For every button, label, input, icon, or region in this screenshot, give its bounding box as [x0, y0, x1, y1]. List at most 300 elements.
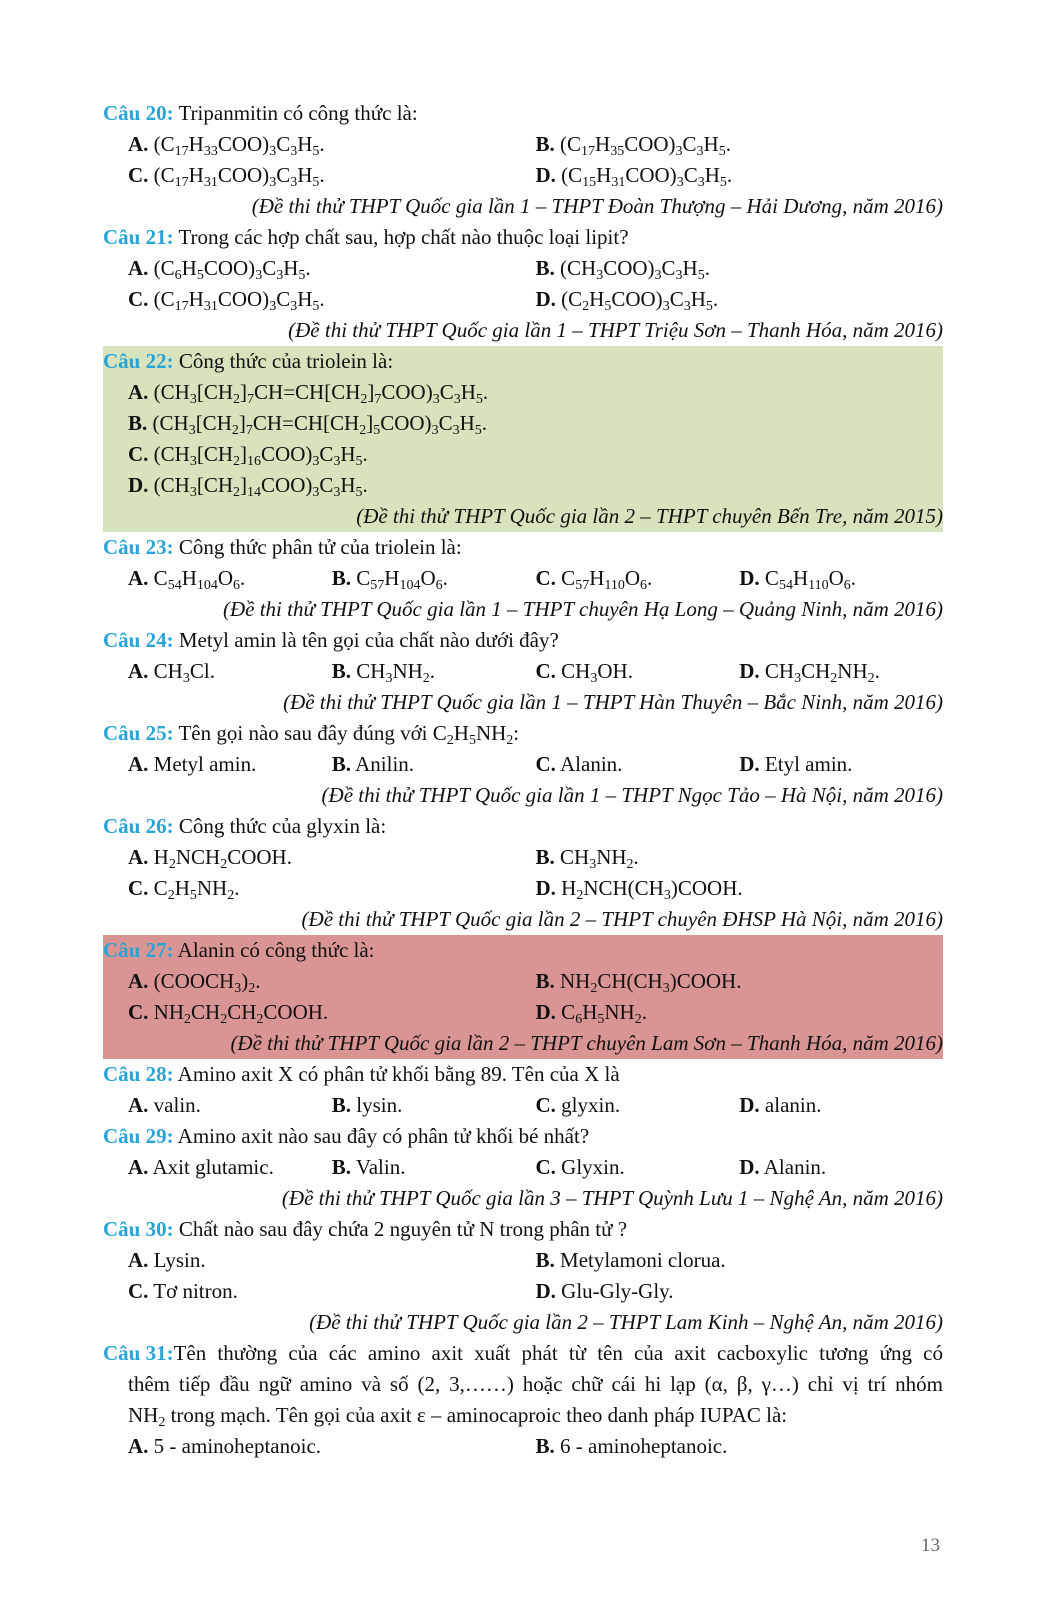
question-source: (Đề thi thử THPT Quốc gia lần 2 – THPT chuyên Bến Tre, năm 2015)	[356, 504, 943, 528]
formula-text: (CH	[148, 442, 190, 466]
option-letter: D.	[128, 473, 149, 497]
option-a	[128, 1090, 332, 1121]
option-letter: D.	[739, 1155, 760, 1179]
formula-text: H	[297, 163, 313, 187]
option-letter: A.	[128, 1248, 149, 1272]
formula-subscript: 5	[312, 175, 320, 190]
question-label: Câu 29:	[103, 1124, 174, 1148]
option-letter: C.	[128, 1279, 149, 1303]
formula-text: (C	[148, 163, 175, 187]
option-letter: D.	[535, 1000, 556, 1024]
formula-subscript: 57	[575, 578, 590, 593]
option-a	[128, 656, 332, 687]
formula-text: Axit glutamic.	[148, 1155, 274, 1179]
question-source: (Đề thi thử THPT Quốc gia lần 1 – THPT Đoàn Thượng – Hải Dương, năm 2016)	[251, 194, 943, 218]
question-text: Amino axit X có phân tử khối bằng 89. Tên của X là	[173, 1062, 620, 1086]
formula-text: Etyl amin.	[759, 752, 853, 776]
option-letter: A.	[128, 845, 149, 869]
formula-text: CH	[191, 1000, 221, 1024]
formula-subscript: 5	[597, 1012, 605, 1027]
option-c	[128, 873, 536, 904]
question-source: (Đề thi thử THPT Quốc gia lần 3 – THPT Quỳnh Lưu 1 – Nghệ An, năm 2016)	[281, 1186, 943, 1210]
formula-subscript: 2	[220, 857, 228, 872]
formula-text: :	[513, 721, 520, 745]
question-text: Metyl amin là tên gọi của chất nào dưới đây?	[173, 628, 559, 652]
option-c	[128, 1276, 536, 1307]
option-b	[128, 408, 487, 439]
formula-subscript: 2	[256, 1012, 264, 1027]
formula-text: OH.	[597, 659, 633, 683]
formula-subscript: 3	[188, 423, 196, 438]
formula-text: valin.	[148, 1093, 201, 1117]
formula-text: [CH	[195, 411, 232, 435]
formula-subscript: 3	[432, 392, 440, 407]
question-text: Trong các hợp chất sau, hợp chất nào thuộc loại lipit?	[173, 225, 629, 249]
formula-subscript: 2	[227, 888, 235, 903]
formula-text: .	[319, 163, 325, 187]
formula-subscript: 2	[168, 857, 176, 872]
formula-subscript: 3	[276, 268, 284, 283]
formula-subscript: 2	[506, 733, 514, 748]
question-text	[173, 721, 520, 748]
formula-text: .	[319, 287, 325, 311]
option-a	[128, 1152, 332, 1183]
formula-subscript: 2	[248, 981, 256, 996]
option-d	[536, 997, 944, 1028]
formula-text: H	[340, 442, 356, 466]
formula-subscript: 3	[290, 144, 298, 159]
formula-subscript: 3	[675, 268, 683, 283]
formula-subscript: 3	[269, 175, 277, 190]
formula-text: Metylamoni clorua.	[554, 1248, 726, 1272]
formula-text: NH	[596, 845, 627, 869]
formula-subscript: 5	[718, 144, 726, 159]
formula-subscript: 7	[247, 392, 255, 407]
formula-text: H	[297, 132, 313, 156]
formula-subscript: 3	[269, 299, 277, 314]
formula-text: CH(CH	[597, 969, 663, 993]
question-29	[103, 1121, 943, 1214]
formula-subscript: 54	[778, 578, 793, 593]
option-letter: D.	[535, 876, 556, 900]
formula-text: .	[429, 659, 436, 683]
option-d	[739, 1090, 943, 1121]
question-text: Công thức của glyxin là:	[173, 814, 387, 838]
question-label: Câu 31:	[103, 1341, 174, 1365]
formula-text: lysin.	[351, 1093, 403, 1117]
question-24	[103, 625, 943, 718]
formula-text: Glyxin.	[555, 1155, 625, 1179]
formula-subscript: 2	[422, 671, 430, 686]
formula-subscript: 110	[604, 578, 625, 593]
formula-text: C	[148, 876, 168, 900]
formula-subscript: 3	[654, 268, 662, 283]
formula-subscript: 5	[355, 485, 363, 500]
formula-text: C	[276, 163, 291, 187]
question-label: Câu 20:	[103, 101, 174, 125]
option-letter: A.	[128, 1155, 149, 1179]
option-letter: A.	[128, 566, 149, 590]
question-26	[103, 811, 943, 935]
question-text: Tripanmitin có công thức là:	[173, 101, 418, 125]
formula-subscript: 5	[196, 268, 204, 283]
option-d	[536, 284, 944, 315]
question-source: (Đề thi thử THPT Quốc gia lần 1 – THPT Ngọc Tảo – Hà Nội, năm 2016)	[321, 783, 943, 807]
option-letter: D.	[535, 1279, 556, 1303]
question-label: Câu 28:	[103, 1062, 174, 1086]
formula-text: NH	[554, 969, 591, 993]
formula-text: .	[726, 163, 733, 187]
formula-text: C	[683, 163, 698, 187]
formula-text: NH	[392, 659, 423, 683]
option-letter: D.	[739, 659, 760, 683]
formula-subscript: 3	[676, 175, 684, 190]
formula-text: NH	[148, 1000, 185, 1024]
formula-text: H	[690, 287, 706, 311]
formula-text: [CH	[196, 380, 234, 404]
formula-text: O	[420, 566, 436, 590]
formula-subscript: 3	[683, 299, 691, 314]
formula-subscript: 57	[370, 578, 385, 593]
formula-text: CH=CH[CH	[254, 380, 361, 404]
formula-subscript: 2	[626, 857, 634, 872]
formula-subscript: 2	[158, 1415, 166, 1430]
formula-subscript: 31	[203, 299, 218, 314]
formula-text: (CH	[554, 256, 597, 280]
formula-text: CH	[351, 659, 386, 683]
formula-text: COO)	[381, 380, 433, 404]
formula-text: C	[669, 287, 684, 311]
page-number: 13	[921, 1535, 940, 1556]
formula-subscript: 17	[174, 299, 189, 314]
formula-text: H	[148, 845, 169, 869]
formula-text: COO)	[203, 256, 256, 280]
formula-subscript: 2	[634, 1012, 642, 1027]
formula-subscript: 3	[333, 485, 341, 500]
formula-text: [CH	[196, 473, 234, 497]
option-letter: B.	[331, 752, 352, 776]
question-text: Alanin có công thức là:	[173, 938, 375, 962]
formula-text: Alanin.	[555, 752, 623, 776]
option-b	[536, 842, 944, 873]
formula-subscript: 110	[808, 578, 829, 593]
formula-subscript: 3	[234, 981, 242, 996]
formula-text: .	[704, 256, 710, 280]
option-d	[739, 1152, 943, 1183]
formula-subscript: 2	[233, 454, 241, 469]
question-27	[103, 935, 943, 1059]
formula-text: CH	[555, 659, 591, 683]
option-letter: B.	[128, 411, 148, 435]
formula-subscript: 33	[203, 144, 218, 159]
formula-text: .	[712, 287, 719, 311]
option-a	[128, 749, 332, 780]
formula-subscript: 7	[374, 392, 382, 407]
formula-text: glyxin.	[555, 1093, 621, 1117]
formula-text: (C	[148, 256, 175, 280]
option-letter: D.	[535, 287, 556, 311]
formula-subscript: 5	[719, 175, 727, 190]
question-label: Câu 26:	[103, 814, 174, 838]
option-letter: A.	[128, 659, 149, 683]
formula-text: H	[595, 132, 611, 156]
formula-subscript: 2	[184, 1012, 192, 1027]
formula-text: .	[874, 659, 880, 683]
formula-subscript: 2	[590, 981, 598, 996]
formula-text: H	[340, 473, 356, 497]
formula-text: 5 - aminoheptanoic.	[148, 1434, 322, 1458]
formula-subscript: 5	[312, 299, 320, 314]
formula-text: C	[555, 566, 576, 590]
formula-subscript: 6	[843, 578, 851, 593]
formula-subscript: 3	[663, 888, 671, 903]
formula-text: .	[305, 256, 311, 280]
formula-text: .	[362, 473, 368, 497]
formula-subscript: 2	[867, 671, 875, 686]
option-letter: A.	[128, 969, 149, 993]
formula-text: H	[792, 566, 809, 590]
formula-text: COO)	[624, 132, 676, 156]
formula-text: COO)	[261, 442, 313, 466]
formula-text: C	[276, 287, 291, 311]
option-d	[739, 656, 943, 687]
question-20	[103, 98, 943, 222]
formula-text: ]	[366, 411, 374, 435]
formula-subscript: 2	[576, 888, 584, 903]
formula-text: .	[442, 566, 448, 590]
question-label: Câu 27:	[103, 938, 174, 962]
question-text-line-3	[103, 1400, 943, 1431]
formula-text: H	[181, 256, 197, 280]
formula-text: Metyl amin.	[148, 752, 257, 776]
formula-text: Glu-Gly-Gly.	[555, 1279, 674, 1303]
formula-text: COO)	[380, 411, 432, 435]
formula-subscript: 3	[189, 392, 197, 407]
formula-text: COO)	[217, 287, 270, 311]
option-d	[536, 160, 944, 191]
formula-subscript: 3	[189, 454, 197, 469]
formula-text: C	[276, 132, 291, 156]
formula-text: H	[582, 1000, 598, 1024]
formula-subscript: 14	[247, 485, 262, 500]
formula-subscript: 6	[435, 578, 443, 593]
option-letter: C.	[128, 1000, 149, 1024]
option-c	[536, 656, 740, 687]
formula-text: C	[148, 566, 168, 590]
formula-text: C	[439, 380, 454, 404]
formula-text: 6 - aminoheptanoic.	[554, 1434, 728, 1458]
formula-text: O	[217, 566, 234, 590]
option-d	[739, 563, 943, 594]
option-a	[128, 1245, 536, 1276]
formula-text: COO)	[261, 473, 313, 497]
formula-text: H	[682, 256, 698, 280]
formula-text: ]	[240, 380, 248, 404]
option-letter: D.	[739, 1093, 760, 1117]
formula-text: O	[828, 566, 844, 590]
formula-text: NH	[196, 876, 228, 900]
formula-subscript: 5	[312, 144, 320, 159]
formula-text: ]	[240, 442, 248, 466]
formula-text: CH	[554, 845, 590, 869]
formula-text: H	[188, 287, 204, 311]
formula-text: H	[174, 876, 190, 900]
option-letter: B.	[535, 969, 555, 993]
option-a	[128, 253, 536, 284]
formula-text: .	[482, 380, 489, 404]
formula-text: (C	[148, 287, 175, 311]
formula-subscript: 5	[475, 392, 483, 407]
formula-subscript: 3	[589, 857, 597, 872]
formula-text: NH	[128, 1403, 159, 1427]
formula-subscript: 2	[220, 1012, 228, 1027]
formula-text: .	[481, 411, 487, 435]
formula-text: CH	[759, 659, 795, 683]
question-text-line-1: Tên thường của các amino axit xuất phát từ tên của axit cacboxylic tương ứng có	[173, 1341, 943, 1365]
formula-text: H	[181, 566, 197, 590]
option-letter: B.	[331, 1155, 352, 1179]
formula-text: CH	[801, 659, 831, 683]
formula-text: H	[589, 566, 605, 590]
question-label: Câu 22:	[103, 349, 174, 373]
question-22	[103, 346, 943, 532]
formula-subscript: 3	[385, 671, 393, 686]
option-letter: A.	[128, 752, 149, 776]
option-d	[739, 749, 943, 780]
formula-subscript: 31	[203, 175, 218, 190]
formula-text: Anilin.	[351, 752, 415, 776]
question-source: (Đề thi thử THPT Quốc gia lần 1 – THPT chuyên Hạ Long – Quảng Ninh, năm 2016)	[222, 597, 943, 621]
question-21	[103, 222, 943, 346]
formula-text: NH	[604, 1000, 635, 1024]
option-b	[536, 129, 944, 160]
formula-text: alanin.	[759, 1093, 822, 1117]
formula-subscript: 5	[604, 299, 612, 314]
formula-text: (CH	[147, 411, 189, 435]
question-23	[103, 532, 943, 625]
option-a	[128, 842, 536, 873]
option-letter: A.	[128, 132, 149, 156]
formula-subscript: 31	[611, 175, 626, 190]
formula-subscript: 3	[596, 268, 604, 283]
formula-text: Alanin.	[759, 1155, 827, 1179]
formula-subscript: 3	[697, 175, 705, 190]
formula-subscript: 3	[312, 485, 320, 500]
formula-subscript: 5	[468, 733, 476, 748]
formula-text: ]	[240, 473, 248, 497]
option-letter: A.	[128, 1093, 149, 1117]
formula-subscript: 3	[696, 144, 704, 159]
formula-subscript: 3	[794, 671, 802, 686]
option-b	[332, 563, 536, 594]
option-c	[536, 1090, 740, 1121]
formula-text: CH	[148, 659, 183, 683]
formula-text: )	[241, 969, 249, 993]
formula-text: H	[555, 876, 577, 900]
formula-text: NH	[475, 721, 507, 745]
formula-text: C	[555, 1000, 576, 1024]
formula-text: COO)	[625, 163, 677, 187]
option-c	[128, 284, 536, 315]
formula-text: COO)	[603, 256, 655, 280]
question-label: Câu 30:	[103, 1217, 174, 1241]
formula-subscript: 6	[575, 1012, 583, 1027]
formula-text: H	[188, 163, 204, 187]
question-text: Chất nào sau đây chứa 2 nguyên tử N trong phân tử ?	[173, 1217, 628, 1241]
formula-subscript: 3	[453, 392, 461, 407]
formula-subscript: 6	[174, 268, 182, 283]
formula-text: COOH.	[227, 845, 292, 869]
formula-subscript: 3	[290, 299, 298, 314]
formula-subscript: 17	[174, 144, 189, 159]
formula-subscript: 15	[582, 175, 597, 190]
question-source: (Đề thi thử THPT Quốc gia lần 2 – THPT chuyên ĐHSP Hà Nội, năm 2016)	[301, 907, 943, 931]
question-source: (Đề thi thử THPT Quốc gia lần 2 – THPT Lam Kinh – Nghệ An, năm 2016)	[309, 1310, 943, 1334]
formula-text: )COOH.	[670, 876, 743, 900]
formula-subscript: 104	[399, 578, 421, 593]
formula-text: H	[453, 721, 469, 745]
option-c	[536, 563, 740, 594]
option-letter: C.	[535, 1155, 556, 1179]
option-d	[536, 873, 944, 904]
option-d	[536, 1276, 944, 1307]
formula-subscript: 6	[233, 578, 241, 593]
formula-subscript: 3	[182, 671, 190, 686]
option-d	[128, 470, 368, 501]
option-letter: D.	[739, 752, 760, 776]
question-25	[103, 718, 943, 811]
formula-subscript: 2	[446, 733, 454, 748]
formula-subscript: 17	[581, 144, 596, 159]
option-letter: A.	[128, 380, 149, 404]
option-a	[128, 1431, 536, 1462]
formula-subscript: 35	[610, 144, 625, 159]
option-b	[536, 1245, 944, 1276]
formula-text: H	[704, 163, 720, 187]
formula-text: .	[240, 566, 246, 590]
formula-subscript: 104	[196, 578, 218, 593]
formula-subscript: 3	[312, 454, 320, 469]
formula-subscript: 5	[705, 299, 713, 314]
formula-subscript: 2	[233, 485, 241, 500]
option-a	[128, 129, 536, 160]
option-b	[332, 1090, 536, 1121]
option-c	[128, 439, 368, 470]
formula-text: H	[703, 132, 719, 156]
formula-text: .	[647, 566, 653, 590]
option-c	[536, 1152, 740, 1183]
option-letter: C.	[535, 566, 556, 590]
formula-text: C	[262, 256, 277, 280]
formula-text: COO)	[217, 132, 270, 156]
question-source: (Đề thi thử THPT Quốc gia lần 2 – THPT chuyên Lam Sơn – Thanh Hóa, năm 2016)	[230, 1031, 943, 1055]
formula-text: .	[850, 566, 857, 590]
option-letter: B.	[331, 1093, 352, 1117]
question-label: Câu 21:	[103, 225, 174, 249]
option-letter: B.	[331, 566, 352, 590]
formula-text: Cl.	[189, 659, 215, 683]
option-letter: C.	[128, 163, 149, 187]
question-label: Câu 23:	[103, 535, 174, 559]
option-letter: B.	[535, 256, 555, 280]
option-letter: C.	[535, 1093, 556, 1117]
formula-subscript: 6	[640, 578, 648, 593]
option-a	[128, 563, 332, 594]
option-letter: C.	[535, 752, 556, 776]
formula-subscript: 2	[231, 423, 239, 438]
formula-text: NCH(CH	[583, 876, 664, 900]
formula-text: COO)	[611, 287, 663, 311]
